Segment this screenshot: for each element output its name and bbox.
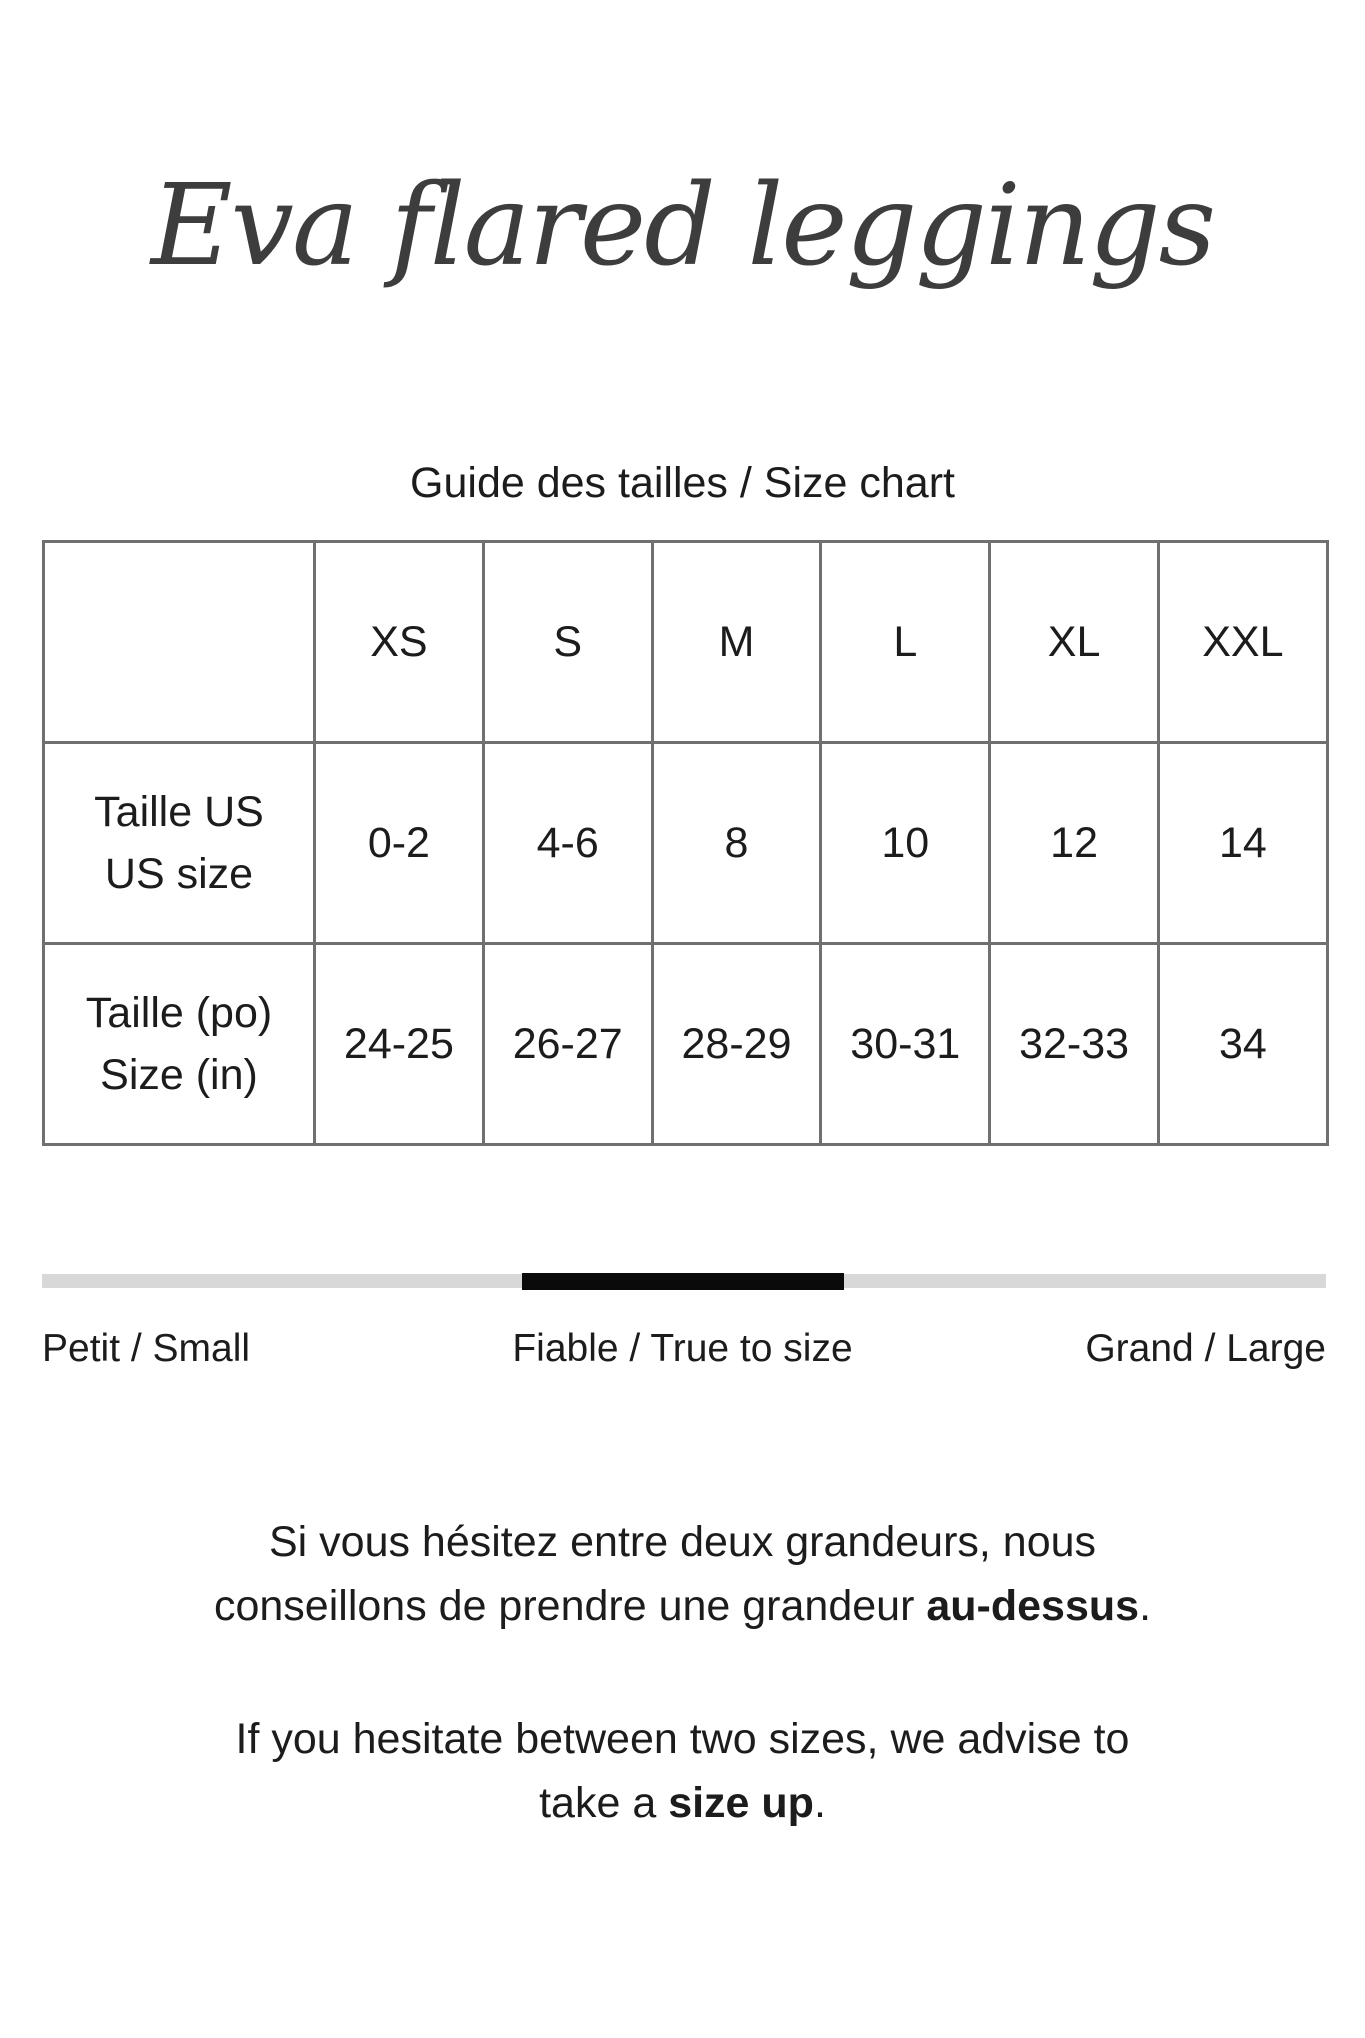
table-header-row bbox=[44, 542, 1328, 743]
row-label-line: Taille (po) bbox=[85, 988, 273, 1037]
table-cell: 32-33 bbox=[990, 944, 1159, 1145]
fit-label-true-to-size: Fiable / True to size bbox=[512, 1327, 853, 1370]
advice-english bbox=[0, 1707, 1365, 1835]
advice-line: Si vous hésitez entre deux grandeurs, nous bbox=[268, 1518, 1097, 1566]
advice-text: . bbox=[1139, 1582, 1152, 1630]
fit-scale-bar bbox=[42, 1274, 1326, 1288]
table-row bbox=[44, 944, 1328, 1145]
size-header-xl: XL bbox=[990, 542, 1159, 743]
advice-line: If you hesitate between two sizes, we advise to bbox=[235, 1715, 1130, 1763]
table-cell: 30-31 bbox=[821, 944, 990, 1145]
fit-indicator bbox=[522, 1273, 844, 1290]
table-cell: 12 bbox=[990, 743, 1159, 944]
fit-label-large: Grand / Large bbox=[1085, 1327, 1326, 1370]
advice-line bbox=[0, 1771, 1365, 1835]
advice-text: . bbox=[813, 1779, 826, 1827]
table-cell: 10 bbox=[821, 743, 990, 944]
table-cell: 0-2 bbox=[315, 743, 484, 944]
fit-label-small: Petit / Small bbox=[42, 1327, 251, 1370]
table-corner-cell bbox=[44, 542, 315, 743]
advice-line bbox=[0, 1574, 1365, 1638]
row-label-size-inches bbox=[44, 944, 315, 1145]
page-title: Eva flared leggings bbox=[150, 161, 1215, 291]
size-header-xxl: XXL bbox=[1158, 542, 1327, 743]
advice-emphasis: size up bbox=[668, 1779, 814, 1827]
row-label-line: US size bbox=[104, 850, 254, 898]
table-cell: 24-25 bbox=[315, 944, 484, 1145]
advice-text: take a bbox=[539, 1779, 669, 1827]
table-cell: 26-27 bbox=[483, 944, 652, 1145]
size-header-xs: XS bbox=[315, 542, 484, 743]
advice-emphasis: au-dessus bbox=[926, 1582, 1140, 1630]
row-label-us-size bbox=[44, 743, 315, 944]
table-row bbox=[44, 743, 1328, 944]
size-header-l: L bbox=[821, 542, 990, 743]
table-cell: 14 bbox=[1158, 743, 1327, 944]
row-label-line: Size (in) bbox=[100, 1051, 258, 1099]
table-cell: 8 bbox=[652, 743, 821, 944]
size-header-m: M bbox=[652, 542, 821, 743]
size-chart-heading: Guide des tailles / Size chart bbox=[410, 459, 955, 507]
size-chart-table bbox=[42, 540, 1329, 1146]
size-header-s: S bbox=[483, 542, 652, 743]
table-cell: 4-6 bbox=[483, 743, 652, 944]
advice-french bbox=[0, 1510, 1365, 1638]
advice-text: conseillons de prendre une grandeur bbox=[213, 1582, 927, 1630]
table-cell: 34 bbox=[1158, 944, 1327, 1145]
table-cell: 28-29 bbox=[652, 944, 821, 1145]
row-label-line: Taille US bbox=[94, 787, 264, 836]
